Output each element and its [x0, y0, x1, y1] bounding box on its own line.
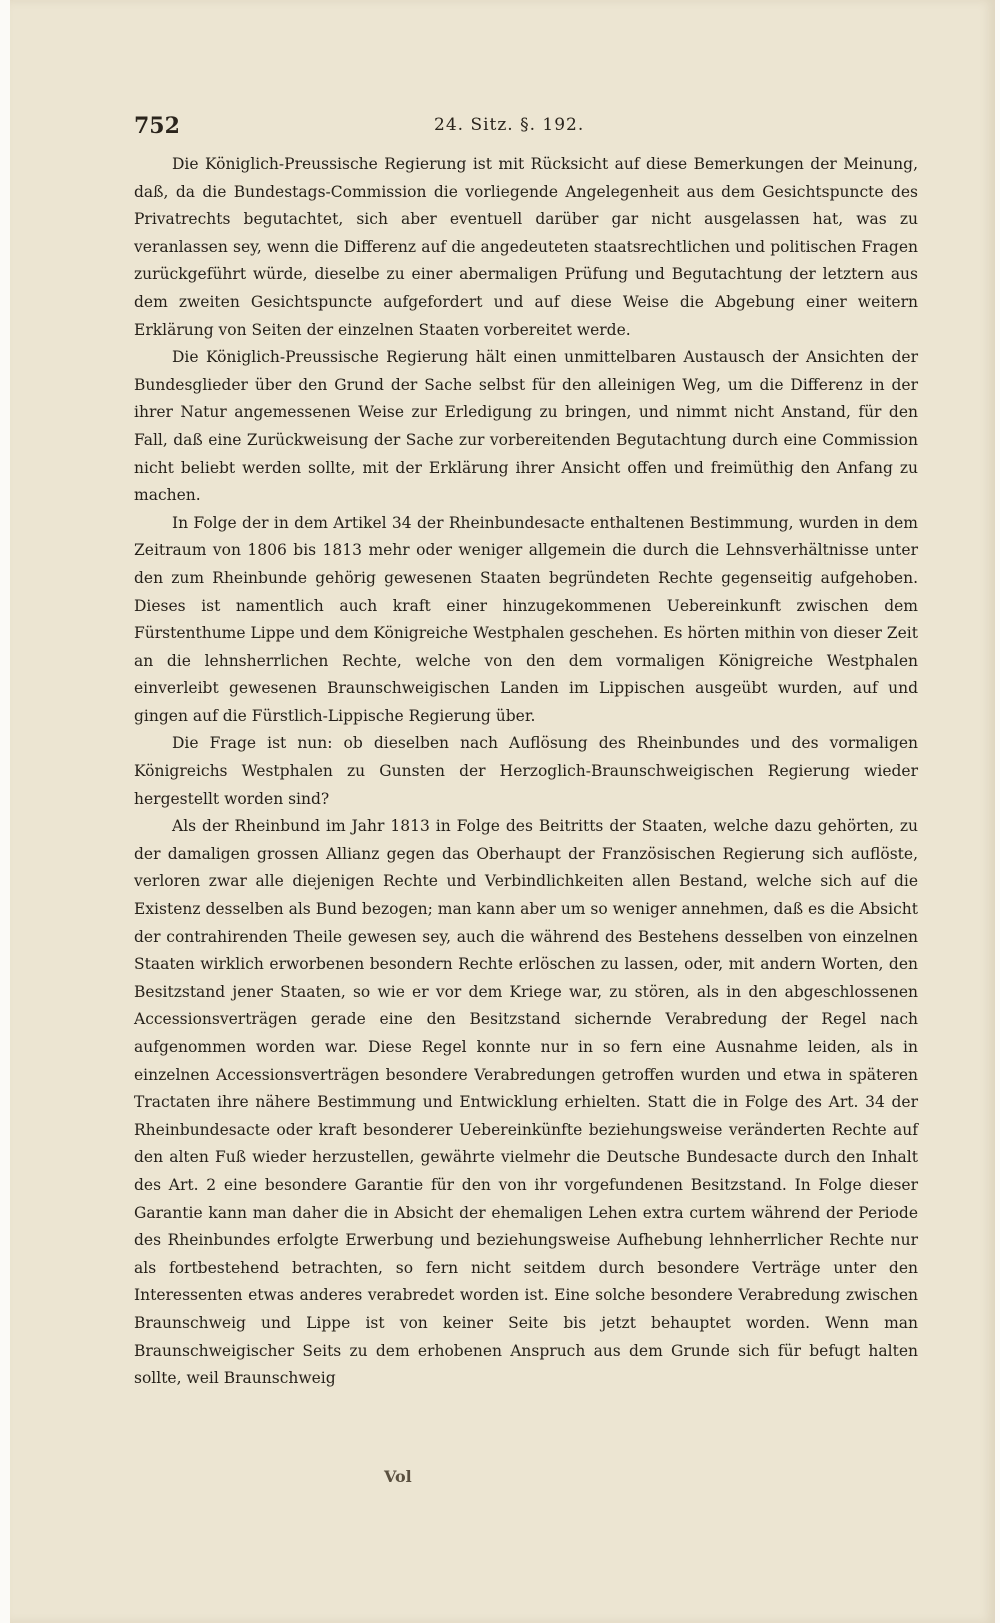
paragraph: Die Königlich-Preussische Regierung hält einen unmittelbaren Austausch der Ansichten der Bundesglieder über den Grund der Sache selbst für den alleinigen Weg, um die Differenz in der ihrer Natur angemessenen Weise zur Erledigung zu bringen, und nimmt nicht Anstand, für den Fall, daß eine Zurückweisung der Sache zur vorbereitenden Begutachtung durch eine Commission nicht beliebt werden sollte, mit der Erklärung ihrer Ansicht offen und freimüthig den Anfang zu machen.	[134, 348, 918, 505]
paragraph: Als der Rheinbund im Jahr 1813 in Folge des Beitritts der Staaten, welche dazu gehörten, zu der damaligen grossen Allianz gegen das Oberhaupt der Französischen Regierung sich auflöste, verloren zwar alle diejenigen Rechte und Verbindlichkeiten allen Bestand, welche sich auf die Existenz desselben als Bund bezogen; man kann aber um so weniger annehmen, daß es die Absicht der contrahirenden Theile gewesen sey, auch die während des Bestehens desselben von einzelnen Staaten wirklich erworbenen besondern Rechte erlöschen zu lassen, oder, mit andern Worten, den Besitzstand jener Staaten, so wie er vor dem Kriege war, zu stören, als in den abgeschlossenen Accessionsverträgen gerade eine den Besitzstand sichernde Verabredung der Regel nach aufgenommen worden war. Diese Regel konnte nur in so fern eine Ausnahme leiden, als in einzelnen Accessionsverträgen besondere Verabredungen getroffen wurden und etwa in späteren Tractaten ihre nähere Bestimmung und Entwicklung erhielten. Statt die in Folge des Art. 34 der Rheinbundesacte oder kraft besonderer Uebereinkünfte beziehungsweise veränderten Rechte auf den alten Fuß wieder herzustellen, gewährte vielmehr die Deutsche Bundesacte durch den Inhalt des Art. 2 eine besondere Garantie für den von ihr vorgefundenen Besitzstand. In Folge dieser Garantie kann man daher die in Absicht der ehemaligen Lehen extra curtem während der Periode des Rheinbundes erfolgte Erwerbung und beziehungsweise Aufhebung lehnherrlicher Rechte nur als fortbestehend betrachten, so fern nicht seitdem durch besondere Verträge unter den Interessenten etwas anderes verabredet worden ist. Eine solche besondere Verabredung zwischen Braunschweig und Lippe ist von keiner Seite bis jetzt behauptet worden. Wenn man Braunschweigischer Seits zu dem erhobenen Anspruch aus dem Grunde sich für befugt halten sollte, weil Braunschweig	[134, 817, 918, 1388]
body-text	[134, 151, 918, 1393]
paragraph: In Folge der in dem Artikel 34 der Rheinbundesacte enthaltenen Bestimmung, wurden in dem Zeitraum von 1806 bis 1813 mehr oder weniger allgemein die durch die Lehnsverhältnisse unter den zum Rheinbunde gehörig gewesenen Staaten begründeten Rechte gegenseitig aufgehoben. Dieses ist namentlich auch kraft einer hinzugekommenen Uebereinkunft zwischen dem Fürstenthume Lippe und dem Königreiche Westphalen geschehen. Es hörten mithin von dieser Zeit an die lehnsherrlichen Rechte, welche von den dem vormaligen Königreiche Westphalen einverleibt gewesenen Braunschweigischen Landen im Lippischen ausgeübt wurden, auf und gingen auf die Fürstlich-Lippische Regierung über.	[134, 513, 918, 725]
paragraph: Die Königlich-Preussische Regierung ist mit Rücksicht auf diese Bemerkungen der Meinung, daß, da die Bundestags-Commission die vorliegende Angelegenheit aus dem Gesichtspuncte des Privatrechts begutachtet, sich aber eventuell darüber gar nicht ausgelassen hat, was zu veranlassen sey, wenn die Differenz auf die angedeuteten staatsrechtlichen und politischen Fragen zurückgeführt würde, dieselbe zu einer abermaligen Prüfung und Begutachtung der letztern aus dem zweiten Gesichtspuncte aufgefordert und auf diese Weise die Abgebung einer weitern Erklärung von Seiten der einzelnen Staaten vorbereitet werde.	[134, 155, 918, 339]
paragraph: Die Frage ist nun: ob dieselben nach Auflösung des Rheinbundes und des vormaligen Königreichs Westphalen zu Gunsten der Herzoglich-Braunschweigischen Regierung wieder hergestellt worden sind?	[134, 734, 918, 808]
signature-mark: Vol	[384, 1467, 412, 1486]
running-title: 24. Sitz. §. 192.	[434, 115, 585, 135]
page-number: 752	[134, 113, 180, 139]
page-header	[134, 113, 914, 149]
